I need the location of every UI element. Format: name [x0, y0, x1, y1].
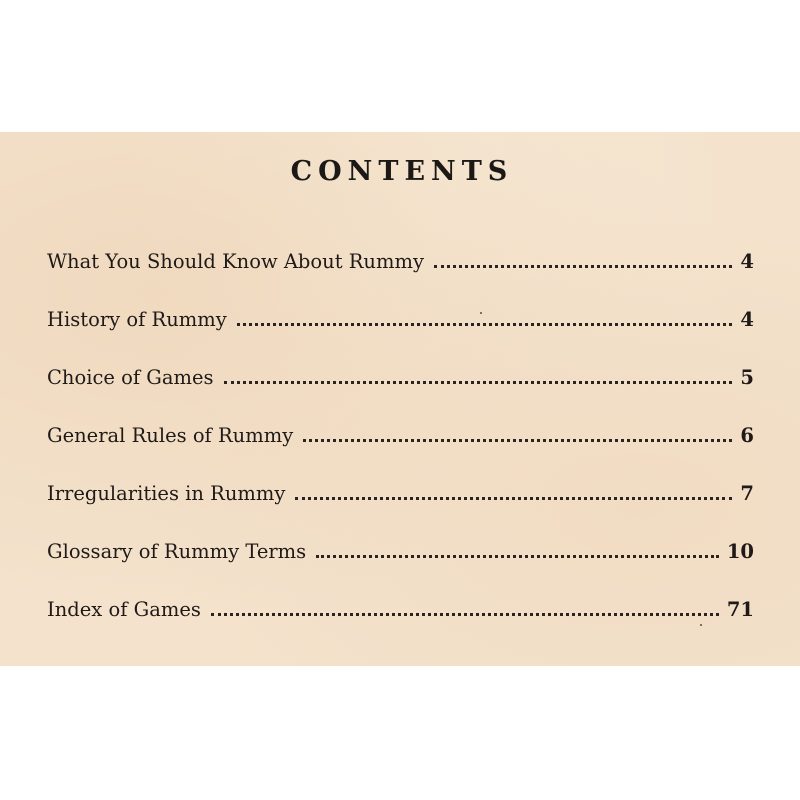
- dot-leader: [295, 493, 732, 500]
- paper-speck: [700, 624, 702, 626]
- toc-entry: [47, 366, 754, 424]
- toc-entry-page: 10: [726, 540, 754, 563]
- dot-leader: [211, 609, 719, 616]
- dot-leader: [434, 261, 732, 268]
- toc-entry-page: 6: [740, 424, 754, 447]
- toc-entry-title: Glossary of Rummy Terms: [47, 540, 307, 563]
- table-of-contents: [47, 250, 754, 656]
- book-page: [0, 132, 800, 666]
- toc-entry-title: Choice of Games: [47, 366, 214, 389]
- dot-leader: [316, 551, 719, 558]
- toc-entry-title: What You Should Know About Rummy: [47, 250, 424, 273]
- toc-entry-title: Index of Games: [47, 598, 201, 621]
- toc-entry-page: 5: [740, 366, 754, 389]
- toc-entry: [47, 540, 754, 598]
- toc-entry-page: 4: [740, 250, 754, 273]
- toc-entry-title: General Rules of Rummy: [47, 424, 294, 447]
- toc-entry: [47, 250, 754, 308]
- contents-heading: CONTENTS: [290, 156, 514, 187]
- toc-entry: [47, 424, 754, 482]
- toc-entry-page: 4: [740, 308, 754, 331]
- toc-entry: [47, 598, 754, 656]
- dot-leader: [237, 319, 733, 326]
- toc-entry-title: Irregularities in Rummy: [47, 482, 286, 505]
- toc-entry: [47, 308, 754, 366]
- dot-leader: [224, 377, 733, 384]
- toc-entry-page: 71: [726, 598, 754, 621]
- toc-entry: [47, 482, 754, 540]
- dot-leader: [303, 435, 732, 442]
- toc-entry-page: 7: [740, 482, 754, 505]
- paper-speck: [480, 312, 482, 314]
- toc-entry-title: History of Rummy: [47, 308, 227, 331]
